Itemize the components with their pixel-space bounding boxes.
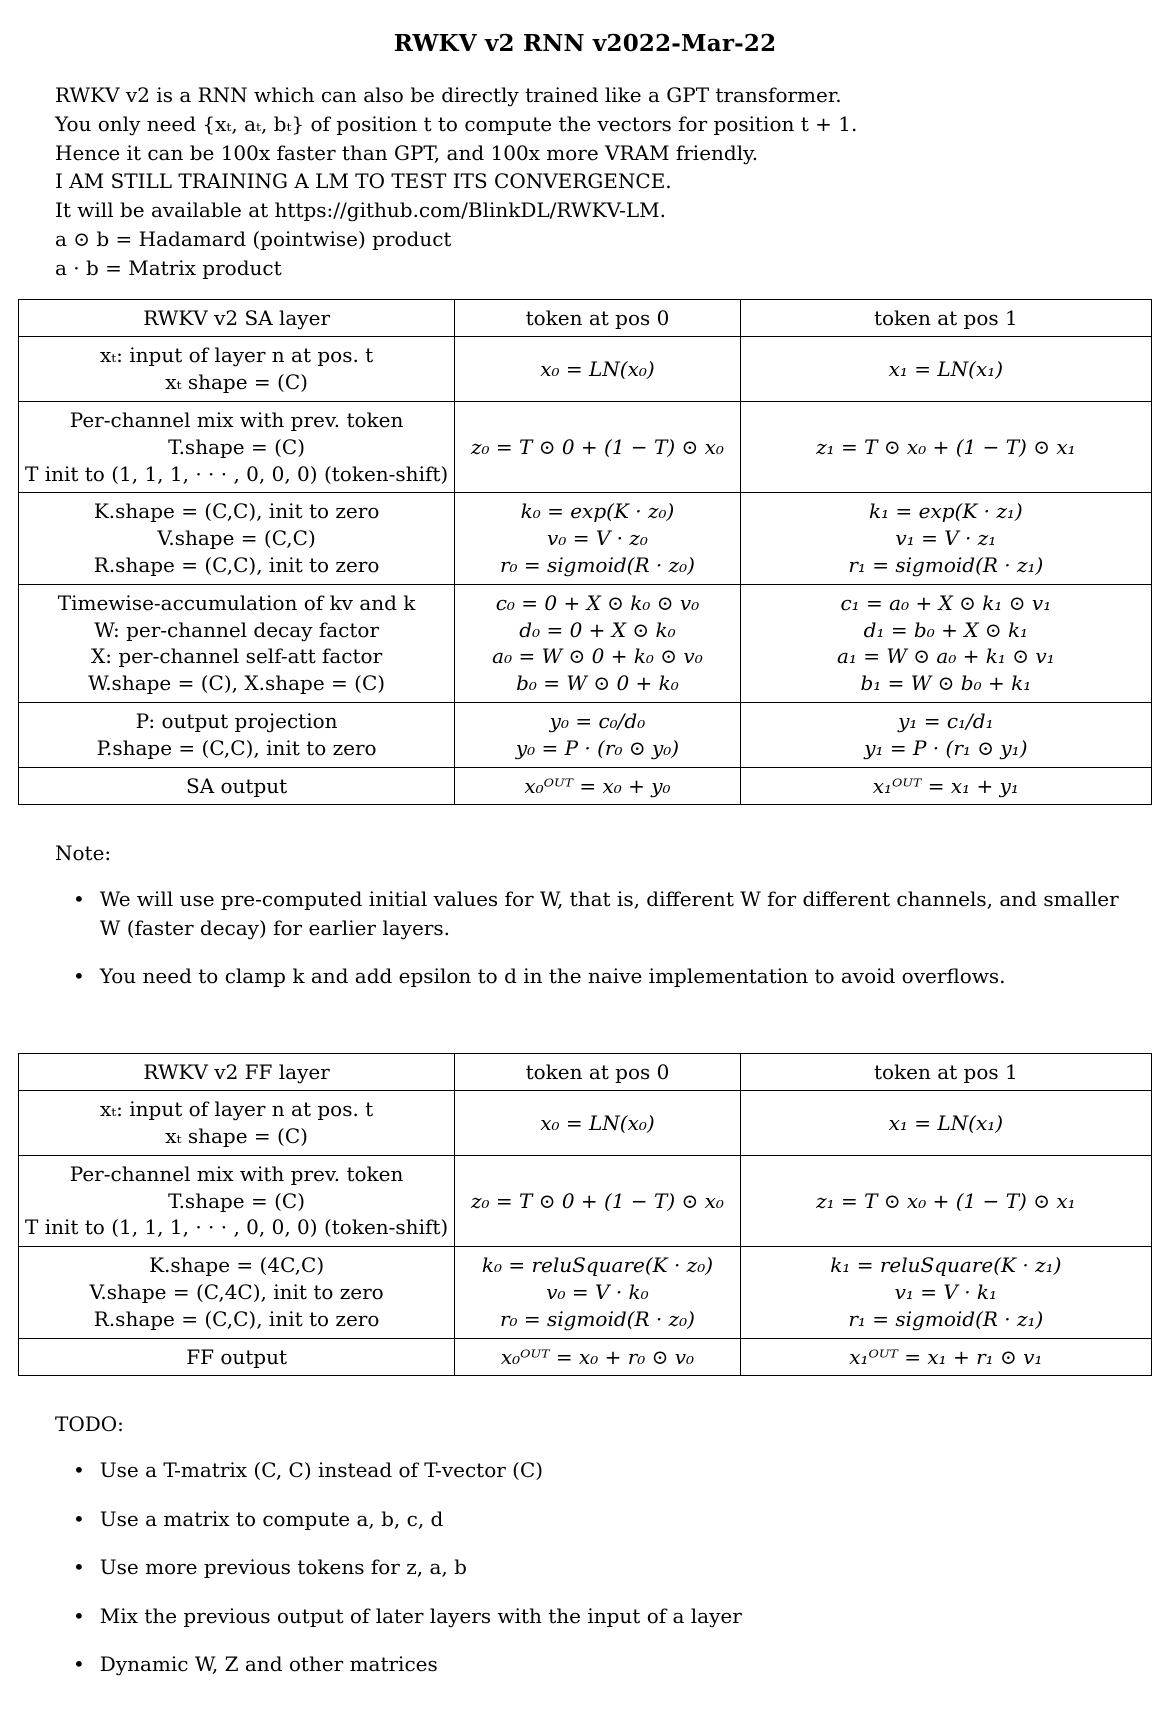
table-cell-formula [740, 337, 1151, 402]
table-cell-formula [455, 584, 741, 702]
cell-line: V.shape = (C,4C), init to zero [89, 1280, 384, 1305]
intro-line: RWKV v2 is a RNN which can also be directly trained like a GPT transformer. [55, 83, 842, 107]
note-item-text: • You need to clamp k and add epsilon to d in the naive implementation to avoid overflows. [99, 964, 1006, 989]
table-row [19, 1091, 1152, 1156]
formula-line: x₀ = LN(x₀) [540, 356, 655, 381]
cell-line: W.shape = (C), X.shape = (C) [88, 671, 386, 696]
formula-line: b₁ = W ⊙ b₀ + k₁ [860, 671, 1032, 696]
formula-line: z₁ = T ⊙ x₀ + (1 − T) ⊙ x₁ [816, 434, 1076, 459]
formula-line: a₁ = W ⊙ a₀ + k₁ ⊙ v₁ [836, 644, 1055, 669]
formula-line: v₀ = V · k₀ [546, 1280, 649, 1305]
formula-line: c₀ = 0 + X ⊙ k₀ ⊙ v₀ [495, 590, 700, 615]
cell-line: R.shape = (C,C), init to zero [93, 552, 380, 577]
formula-line: r₁ = sigmoid(R · z₁) [848, 1306, 1044, 1331]
sa-layer-table [18, 299, 1152, 806]
document-title: RWKV v2 RNN v2022-Mar-22 [393, 30, 777, 57]
table-row [19, 767, 1152, 805]
todo-item-text: • Mix the previous output of later layers with the input of a layer [99, 1603, 742, 1628]
table-row [19, 1247, 1152, 1338]
table-cell-description [19, 401, 455, 492]
cell-line: P: output projection [135, 708, 338, 733]
table-cell-description [19, 1338, 455, 1376]
formula-line: d₀ = 0 + X ⊙ k₀ [519, 617, 676, 642]
table-cell-formula [455, 1247, 741, 1338]
cell-line: K.shape = (4C,C) [149, 1253, 325, 1278]
todo-item-text: • Use more previous tokens for z, a, b [99, 1555, 467, 1580]
formula-line: x₁ = LN(x₁) [888, 356, 1004, 381]
table-cell-formula [740, 1091, 1151, 1156]
table-cell-formula [740, 1155, 1151, 1246]
formula-line: v₀ = V · z₀ [547, 526, 648, 551]
table-row [19, 584, 1152, 702]
cell-line: Per-channel mix with prev. token [69, 1161, 404, 1186]
formula-line: z₁ = T ⊙ x₀ + (1 − T) ⊙ x₁ [816, 1188, 1076, 1213]
cell-line: X: per-channel self-att factor [91, 644, 383, 669]
table-cell-formula [740, 702, 1151, 767]
formula-line: x₁ᴼᵁᵀ = x₁ + r₁ ⊙ v₁ [849, 1344, 1043, 1369]
cell-line: Timewise-accumulation of kv and k [57, 590, 416, 615]
table-row [19, 493, 1152, 584]
formula-line: z₀ = T ⊙ 0 + (1 − T) ⊙ x₀ [470, 434, 724, 459]
todo-item-text: • Use a matrix to compute a, b, c, d [99, 1506, 444, 1531]
formula-line: k₀ = reluSquare(K · z₀) [481, 1253, 714, 1278]
todo-label: TODO: [55, 1412, 124, 1437]
todo-item [73, 1553, 1132, 1581]
table-cell-description [19, 702, 455, 767]
cell-line: R.shape = (C,C), init to zero [93, 1306, 380, 1331]
table-cell-description [19, 337, 455, 402]
cell-line: T init to (1, 1, 1, · · · , 0, 0, 0) (token-shift) [25, 461, 449, 486]
cell-line: xₜ shape = (C) [165, 1124, 308, 1149]
formula-line: x₀ = LN(x₀) [540, 1110, 655, 1135]
formula-line: y₁ = c₁/d₁ [898, 708, 994, 733]
intro-paragraph [55, 81, 1152, 283]
sa-table-header-layer: RWKV v2 SA layer [19, 299, 455, 337]
formula-line: k₀ = exp(K · z₀) [520, 499, 675, 524]
formula-line: a₀ = W ⊙ 0 + k₀ ⊙ v₀ [492, 644, 703, 669]
cell-line: W: per-channel decay factor [94, 617, 380, 642]
table-cell-formula [455, 767, 741, 805]
formula-line: y₀ = P · (r₀ ⊙ y₀) [515, 735, 680, 760]
cell-line: FF output [186, 1344, 287, 1369]
note-label: Note: [55, 841, 112, 866]
formula-line: x₀ᴼᵁᵀ = x₀ + y₀ [524, 773, 671, 798]
intro-line: I AM STILL TRAINING A LM TO TEST ITS CONVERGENCE. [55, 169, 672, 194]
sa-table-header-pos0: token at pos 0 [455, 299, 741, 337]
formula-line: y₀ = c₀/d₀ [549, 708, 646, 733]
formula-line: k₁ = exp(K · z₁) [869, 499, 1023, 524]
formula-line: r₀ = sigmoid(R · z₀) [499, 552, 695, 577]
table-cell-description [19, 1091, 455, 1156]
formula-line: x₀ᴼᵁᵀ = x₀ + r₀ ⊙ v₀ [500, 1344, 695, 1369]
table-cell-description [19, 1247, 455, 1338]
cell-line: K.shape = (C,C), init to zero [93, 499, 380, 524]
formula-line: y₁ = P · (r₁ ⊙ y₁) [864, 735, 1028, 760]
formula-line: b₀ = W ⊙ 0 + k₀ [516, 671, 679, 696]
todo-item-text: • Use a T-matrix (C, C) instead of T-vector (C) [99, 1458, 544, 1483]
table-cell-formula [455, 1155, 741, 1246]
table-cell-formula [740, 767, 1151, 805]
ff-table-header-pos1: token at pos 1 [740, 1053, 1151, 1091]
ff-layer-table [18, 1053, 1152, 1377]
todo-item [73, 1505, 1132, 1533]
table-cell-formula [455, 1338, 741, 1376]
todo-item [73, 1650, 1132, 1678]
formula-line: v₁ = V · z₁ [895, 526, 997, 551]
table-row [19, 401, 1152, 492]
ff-table-header-layer: RWKV v2 FF layer [19, 1053, 455, 1091]
cell-line: T.shape = (C) [168, 434, 306, 459]
note-item-text: • We will use pre-computed initial values for W, that is, different W for different channels, and smaller W (faster decay) for earlier layers. [99, 887, 1119, 940]
formula-line: v₁ = V · k₁ [894, 1280, 998, 1305]
note-list [73, 885, 1132, 990]
table-row [19, 1155, 1152, 1246]
cell-line: Per-channel mix with prev. token [69, 407, 404, 432]
cell-line: T.shape = (C) [168, 1188, 306, 1213]
todo-item [73, 1602, 1132, 1630]
table-cell-description [19, 493, 455, 584]
table-row [19, 1338, 1152, 1376]
table-cell-formula [740, 584, 1151, 702]
intro-line-matrix-def: a · b = Matrix product [55, 255, 282, 280]
table-cell-formula [455, 702, 741, 767]
cell-line: P.shape = (C,C), init to zero [96, 735, 377, 760]
table-cell-description [19, 584, 455, 702]
table-cell-formula [455, 401, 741, 492]
todo-item-text: • Dynamic W, Z and other matrices [99, 1652, 438, 1677]
formula-line: c₁ = a₀ + X ⊙ k₁ ⊙ v₁ [840, 590, 1052, 615]
sa-table-header-pos1: token at pos 1 [740, 299, 1151, 337]
todo-list [73, 1456, 1132, 1678]
intro-line: You only need {xₜ, aₜ, bₜ} of position t to compute the vectors for position t + 1. [55, 111, 858, 136]
formula-line: r₀ = sigmoid(R · z₀) [499, 1306, 695, 1331]
formula-line: x₁ᴼᵁᵀ = x₁ + y₁ [872, 773, 1019, 798]
table-cell-description [19, 1155, 455, 1246]
table-row [19, 337, 1152, 402]
formula-line: r₁ = sigmoid(R · z₁) [848, 552, 1044, 577]
note-item [73, 885, 1132, 942]
sa-table-header-row [19, 299, 1152, 337]
table-cell-formula [740, 401, 1151, 492]
formula-line: x₁ = LN(x₁) [888, 1110, 1004, 1135]
table-row [19, 702, 1152, 767]
intro-line-url: It will be available at https://github.com/BlinkDL/RWKV-LM. [55, 198, 667, 223]
formula-line: k₁ = reluSquare(K · z₁) [830, 1253, 1062, 1278]
note-item [73, 962, 1132, 990]
cell-line: SA output [186, 773, 288, 798]
table-cell-formula [455, 493, 741, 584]
cell-line: T init to (1, 1, 1, · · · , 0, 0, 0) (token-shift) [25, 1215, 449, 1240]
cell-line: V.shape = (C,C) [157, 526, 316, 551]
todo-item [73, 1456, 1132, 1484]
table-cell-formula [740, 1247, 1151, 1338]
table-cell-formula [455, 337, 741, 402]
table-cell-formula [740, 493, 1151, 584]
table-cell-formula [740, 1338, 1151, 1376]
formula-line: z₀ = T ⊙ 0 + (1 − T) ⊙ x₀ [470, 1188, 724, 1213]
ff-table-header-row [19, 1053, 1152, 1091]
formula-line: d₁ = b₀ + X ⊙ k₁ [863, 617, 1029, 642]
table-cell-description [19, 767, 455, 805]
cell-line: xₜ: input of layer n at pos. t [99, 343, 374, 368]
ff-table-header-pos0: token at pos 0 [455, 1053, 741, 1091]
cell-line: xₜ: input of layer n at pos. t [99, 1097, 374, 1122]
intro-line: Hence it can be 100x faster than GPT, and 100x more VRAM friendly. [55, 140, 759, 165]
table-cell-formula [455, 1091, 741, 1156]
cell-line: xₜ shape = (C) [165, 370, 308, 395]
intro-line-hadamard-def: a ⊙ b = Hadamard (pointwise) product [55, 226, 452, 251]
